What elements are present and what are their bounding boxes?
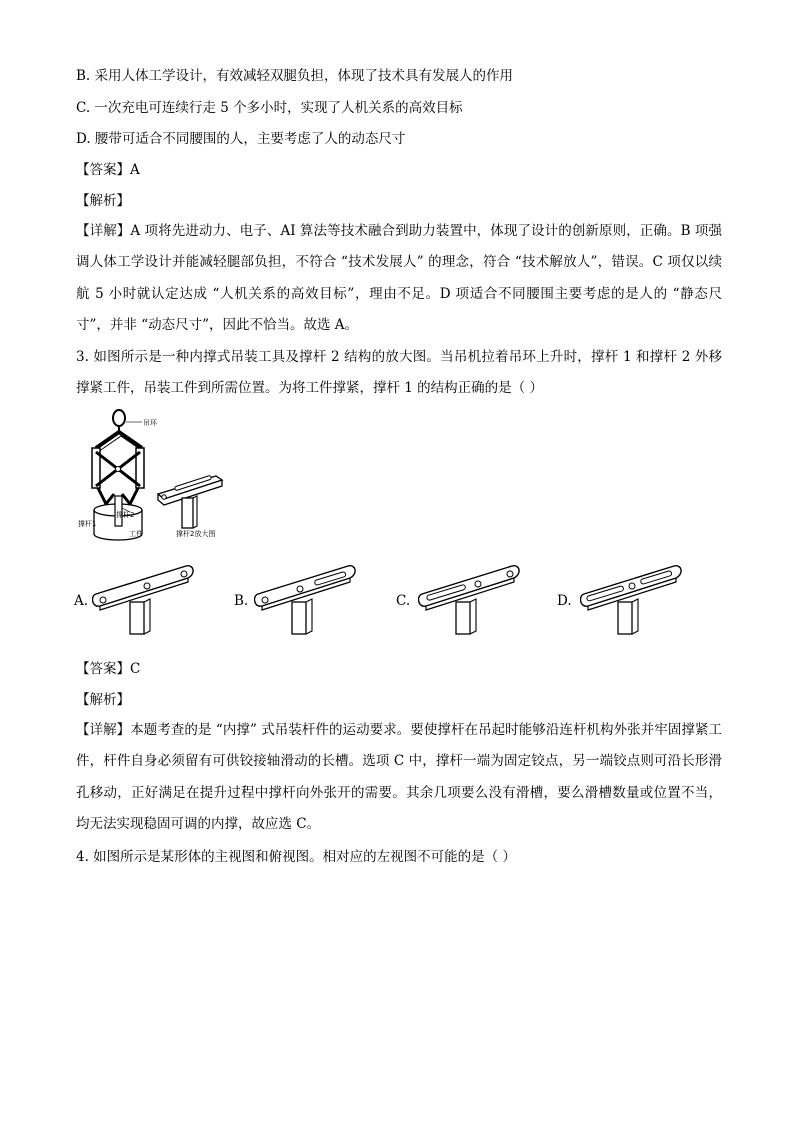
option-d: D. 腰带可适合不同腰围的人，主要考虑了人的动态尺寸: [76, 131, 406, 147]
option-b-figure: [254, 560, 362, 640]
option-a-figure: [92, 560, 200, 640]
lifting-tool-figure: [76, 408, 256, 543]
option-b: B. 采用人体工学设计，有效减轻双腿负担，体现了技术具有发展人的作用: [76, 68, 514, 84]
lifting-ring: [113, 410, 125, 426]
option-c: C. 一次充电可连续行走 5 个多小时，实现了人机关系的高效目标: [76, 100, 463, 116]
option-b-label: B.: [234, 593, 249, 609]
label-enlarged: 撑杆2放大图: [176, 530, 216, 538]
answer-q3: 【答案】C: [76, 661, 141, 677]
detail-q2: 【详解】A 项将先进动力、电子、AI 算法等技术融合到助力装置中，体现了设计的创新原则，正确。B 项强调人体工学设计并能减轻腿部负担，不符合 “技术发展人” 的理念，符合 “技术解放人”，错误。C 项仅以续航 5 小时就认定达成 “人机关系的高效目标”，理由不足。D 项适合不同腰围主要考虑的是人的 “静态尺寸”，并非 “动态尺寸”，因此不恰当。故选 A。: [76, 223, 722, 334]
label-workpiece: 工件: [129, 530, 143, 538]
option-a-label: A.: [74, 593, 89, 609]
option-c-label: C.: [396, 593, 411, 609]
label-rod2: 撑杆2: [116, 511, 135, 519]
question-3-stem: 3. 如图所示是一种内撑式吊装工具及撑杆 2 结构的放大图。当吊机拉着吊环上升时，撑杆 1 和撑杆 2 外移撑紧工件，吊装工件到所需位置。为将工件撑紧，撑杆 1 的结构正确的是（ ）: [76, 349, 722, 397]
detail-q3: 【详解】本题考查的是 “内撑” 式吊装杆件的运动要求。要使撑杆在吊起时能够沿连杆机构外张并牢固撑紧工件，杆件自身必须留有可供铰接轴滑动的长槽。选项 C 中，撑杆一端为固定铰点，另一端铰点则可沿长形滑孔移动，正好满足在提升过程中撑杆向外张开的需要。其余几项要么没有滑槽，要么滑槽数量或位置不当，均无法实现稳固可调的内撑，故应选 C。: [76, 722, 722, 833]
question-4-stem: 4. 如图所示是某形体的主视图和俯视图。相对应的左视图不可能的是（ ）: [76, 849, 516, 865]
option-c-figure: [418, 560, 526, 640]
label-ring: 吊环: [143, 419, 157, 427]
rod2-enlarged: [158, 475, 222, 528]
analysis-q3: 【解析】: [76, 692, 130, 708]
analysis-q2: 【解析】: [76, 193, 130, 209]
option-d-label: D.: [557, 593, 572, 609]
option-d-figure: [580, 560, 688, 640]
label-rod1: 撑杆1: [78, 520, 97, 528]
answer-q2: 【答案】A: [76, 162, 140, 178]
